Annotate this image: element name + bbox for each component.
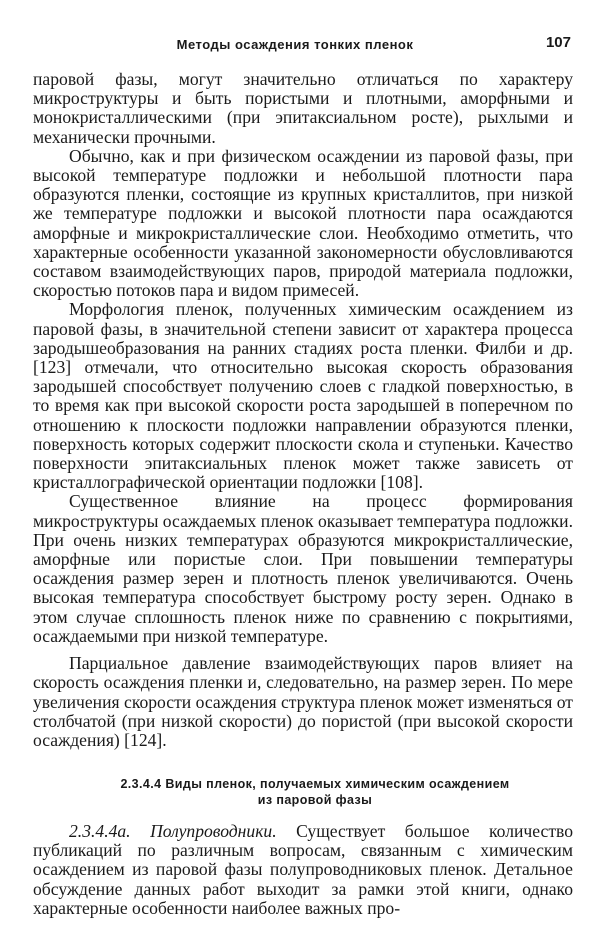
- paragraph-morphology: Морфология пленок, полученных химическим осаждением из паровой фазы, в значительной степени зависит от характера процесса зародышеобразования на ранних стадиях роста пленки. Филби и др. [123] отмечали, что относительно высокая скорость образования зародышей способствует получению слоев с гладкой поверхностью, в то время как при высокой скорости роста зародышей в поперечном по отношению к плоскости подложки направлении образуются пленки, поверхность которых содержит плоскости скола и ступеньки. Качество поверхности эпитаксиальных пленок может также зависеть от кристаллографической ориентации подложки [108].: [33, 299, 573, 493]
- body-text: [33, 70, 573, 750]
- paragraph-deposition-conditions: Обычно, как и при физическом осаждении из паровой фазы, при высокой температуре подложки и небольшой плотности пара образуются пленки, состоящие из крупных кристаллитов, при низкой же температуре подложки и высокой плотности пара осаждаются аморфные и микрокристаллические слои. Необходимо отметить, что характерные особенности указанной закономерности обусловливаются составом взаимодействующих паров, природой материала подложки, скоростью потоков пара и видом примесей.: [33, 145, 573, 301]
- paragraph-partial-pressure: Парциальное давление взаимодействующих паров влияет на скорость осаждения пленки и, следовательно, на размер зерен. По мере увеличения скорости осаждения структура пленок может изменяться от столбчатой (при низкой скорости) до пористой (при высокой скорости осаждения) [124].: [33, 653, 573, 750]
- page-number: 107: [545, 34, 571, 51]
- paragraph-continuation: паровой фазы, могут значительно отличаться по характеру микроструктуры и быть пористыми и плотными, аморфными и монокристаллическими (при эпитаксиальном росте), рыхлыми и механически прочными.: [33, 69, 573, 147]
- paragraph-semiconductors: [33, 822, 573, 918]
- section-heading-line-2: из паровой фазы: [257, 793, 373, 807]
- subsection-text: [33, 822, 573, 918]
- running-title: Методы осаждения тонких пленок: [176, 37, 414, 52]
- running-head: [0, 34, 615, 56]
- section-heading: [60, 776, 570, 808]
- section-heading-line-1: 2.3.4.4 Виды пленок, получаемых химическим осаждением: [120, 777, 510, 791]
- paragraph-substrate-temperature: Существенное влияние на процесс формирования микроструктуры осаждаемых пленок оказывает температура подложки. При очень низких температурах образуются микрокристаллические, аморфные или пористые слои. При повышении температуры осаждения размер зерен и плотность пленок увеличиваются. Очень высокая температура способствует быстрому росту зерен. Однако в этом случае сплошность пленок ниже по сравнению с покрытиями, осаждаемыми при низкой температуре.: [33, 491, 573, 646]
- subsection-body: Существует большое количество публикаций по различным вопросам, связанным с химическим осаждением из паровой фазы полупроводниковых пленок. Детальное обсуждение данных работ выходит за рамки этой книги, однако характерные особенности наиболее важных про-: [33, 821, 574, 918]
- subsection-lead: 2.3.4.4а. Полупроводники.: [69, 821, 277, 841]
